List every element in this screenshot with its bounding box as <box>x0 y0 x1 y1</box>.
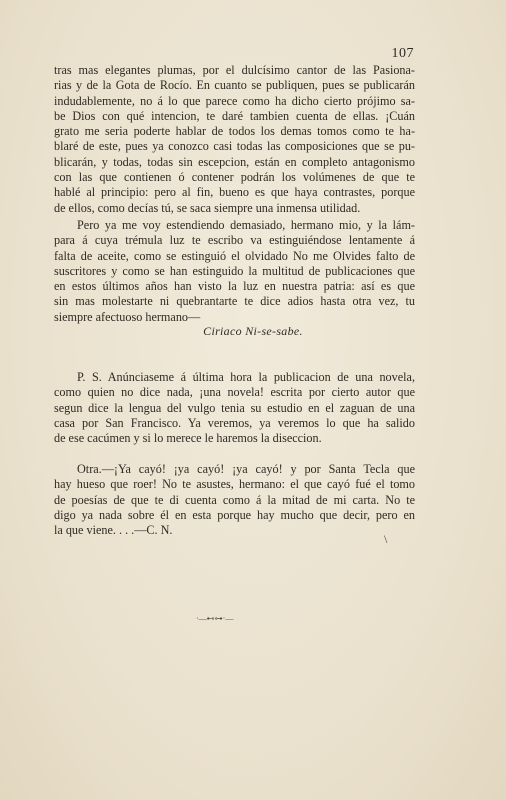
text-line: casa por San Francisco. Ya veremos, ya veremos lo que ha salido <box>54 415 415 430</box>
text-line: hablé al principio: pero al fin, bueno es que haya contrastes, porque <box>54 185 415 200</box>
text-line: Otra.—¡Ya cayó! ¡ya cayó! ¡ya cayó! y por Santa Tecla que <box>77 462 415 476</box>
text-line: con las que contienen ó contener podrán los volúmenes de que te <box>54 170 415 185</box>
letter-paragraph-1 <box>54 63 415 216</box>
text-line: sin mas molestarte ni quebrantarte te dice adios hasta otra vez, tu <box>54 294 415 309</box>
text-line: be Dios con qué intencion, te daré tambien cuenta de ellas. ¡Cuán <box>54 108 415 123</box>
page-number: 107 <box>391 46 414 61</box>
text-line: P. S. Anúnciaseme á última hora la publicacion de una novela, <box>77 370 415 384</box>
postscript-paragraph <box>54 370 415 446</box>
text-line: blaré de este, pues ya conozco casi todas las composiciones que se pu- <box>54 139 415 154</box>
text-line: para á cuya trémula luz te escribo va estinguiéndose lentamente á <box>54 233 415 248</box>
text-line: indudablemente, no á lo que parece como ha dicho cierto prójimo sa- <box>54 93 415 108</box>
signature: Ciriaco Ni-se-sabe. <box>203 324 303 338</box>
text-line: de poesías de que te di cuenta como á la mitad de mi carta. No te <box>54 492 415 507</box>
text-line: de ese cacúmen y si lo merece le haremos la diseccion. <box>54 431 322 446</box>
otra-paragraph <box>54 462 415 538</box>
text-line: suscritores y como se han estinguido la multitud de publicaciones que <box>54 263 415 278</box>
text-line: falta de aceite, como se estinguió el olvidado No me Olvides falto de <box>54 248 415 263</box>
stray-mark: \ <box>384 532 388 546</box>
text-line: rias y de la Gota de Rocío. En cuanto se publiquen, pues se publicarán <box>54 78 415 93</box>
text-line: siempre afectuoso hermano— <box>54 309 201 324</box>
text-line: Pero ya me voy estendiendo demasiado, hermano mio, y la lám- <box>77 218 415 232</box>
text-line: grato me seria poderte hablar de todos los demas tomos como te ha- <box>54 124 415 139</box>
text-line: digo ya nada sobre él en esta porque hay mucho que decir, pero en <box>54 507 415 522</box>
text-line: segun dice la lengua del vulgo tenia su estudio en el zaguan de una <box>54 400 415 415</box>
text-line: como quien no dice nada, ¡una novela! escrita por cierto autor que <box>54 385 415 400</box>
letter-paragraph-2 <box>54 218 415 325</box>
text-line: en estos últimos años han visto la luz en nuestra patria: así es que <box>54 279 415 294</box>
text-line: blicarán, y todas, todas sin escepcion, están en completo antagonismo <box>54 154 415 169</box>
text-line: de ellos, como decías tú, se saca siempre una inmensa utilidad. <box>54 200 361 215</box>
text-line: tras mas elegantes plumas, por el dulcísimo cantor de las Pasiona- <box>54 63 415 77</box>
text-line: hay hueso que roer! No te asustes, hermano: el que cayó fué el tomo <box>54 477 415 492</box>
ornament-divider: ·—⊷⊶·— <box>196 614 234 623</box>
text-line: la que viene. . . .—C. N. <box>54 523 173 538</box>
